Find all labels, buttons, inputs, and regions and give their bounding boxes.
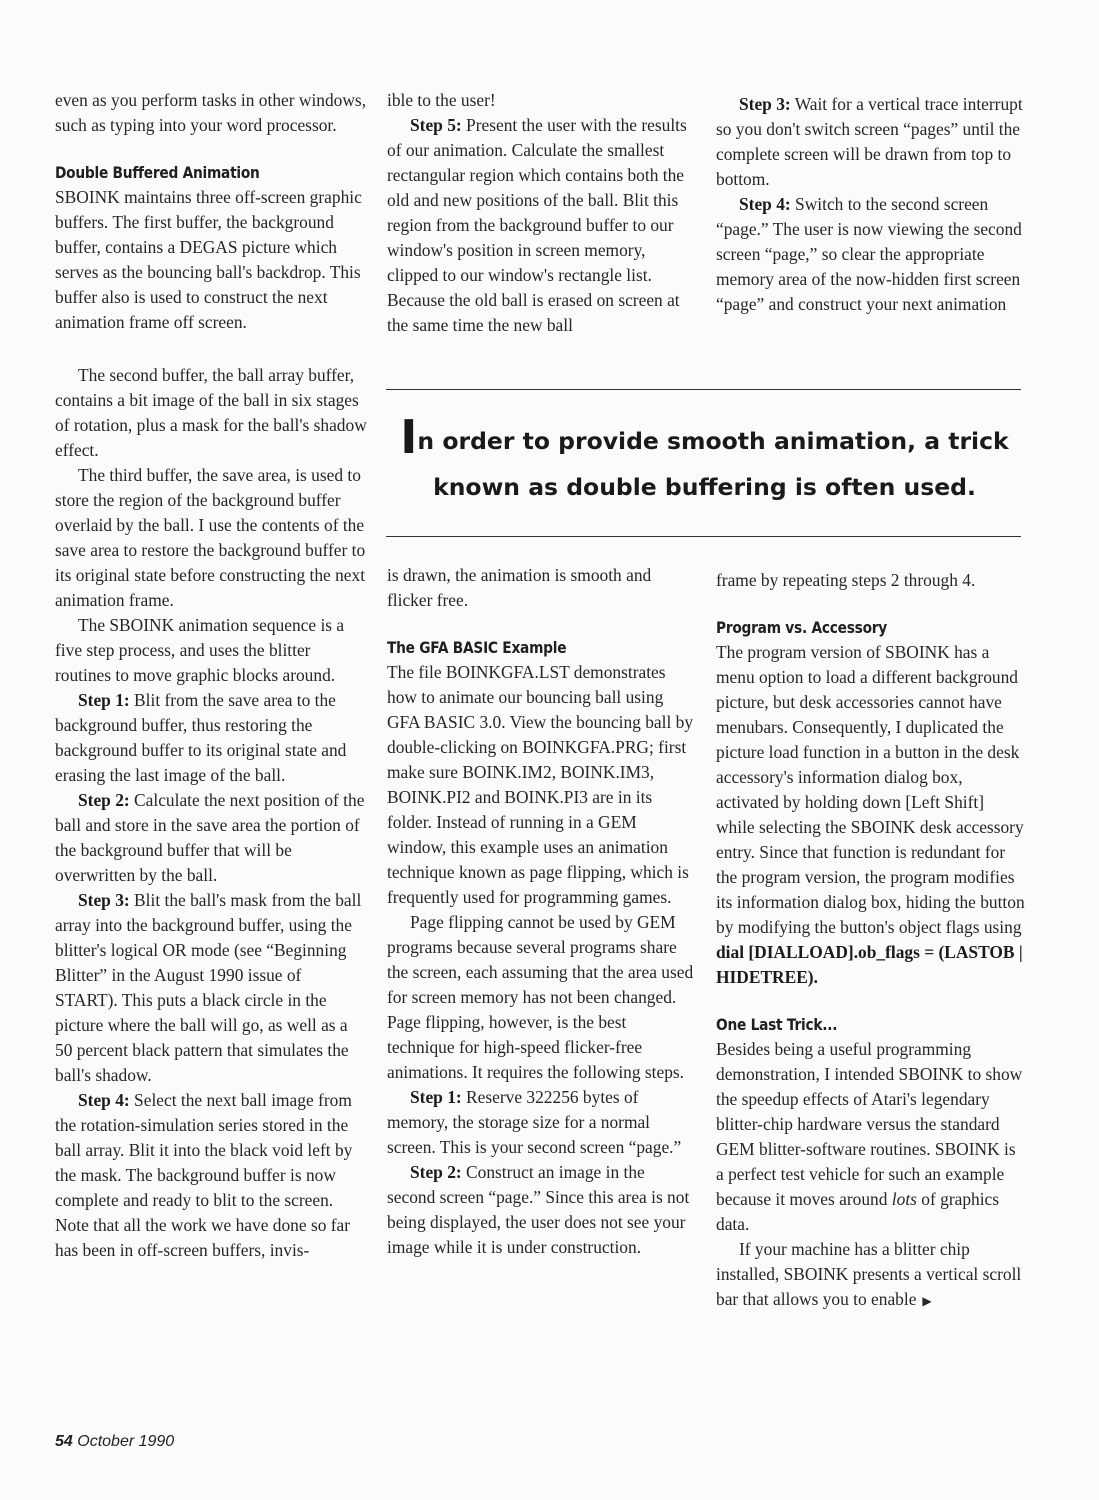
continue-arrow-icon: ▶ <box>922 1294 932 1308</box>
column-2-bottom <box>387 563 695 1260</box>
step-label: Step 4: <box>78 1090 130 1110</box>
step-label: Step 1: <box>78 690 130 710</box>
column-1-bottom <box>55 363 367 1263</box>
paragraph: The SBOINK animation sequence is a five step process, and uses the blitter routines to move graphic blocks around. <box>55 615 345 685</box>
paragraph: even as you perform tasks in other windows, such as typing into your word processor. <box>55 90 367 135</box>
step-text: Wait for a vertical trace interrupt so you don't switch screen “pages” until the complete screen will be drawn from top to bottom. <box>716 94 1023 189</box>
step-paragraph <box>55 788 367 888</box>
paragraph: The program version of SBOINK has a menu option to load a different background picture, but desk accessories cannot have menubars. Consequently, I duplicated the picture load function in a button in the desk accessory's information dialog box, activated by holding down [Left Shift] while selecting the SBOINK desk accessory entry. Since that function is redundant for the program version, the program modifies its information dialog box, hiding the button by modifying the button's object flags using dial [DIALLOAD].ob_flags = (LASTOB | HIDETREE). <box>716 642 1025 987</box>
paragraph: ible to the user! <box>387 90 496 110</box>
issue-date: October 1990 <box>77 1433 175 1450</box>
pull-quote-line-1: In order to provide smooth animation, a trick <box>400 410 1009 464</box>
step-text: Construct an image in the second screen “page.” Since this area is not being displayed, the user does not see your image while it is under construction. <box>387 1162 690 1257</box>
step-paragraph <box>55 688 367 788</box>
paragraph: The file BOINKGFA.LST demonstrates how to animate our bouncing ball using GFA BASIC 3.0. View the bouncing ball by double-clicking on BOINKGFA.PRG; first make sure BOINK.IM2, BOINK.IM3, BOINK.PI2 and BOINK.PI3 are in its folder. Instead of running in a GEM window, this example uses an animation technique known as page flipping, which is frequently used for programming games. <box>387 662 694 907</box>
step-paragraph <box>716 92 1026 192</box>
paragraph: frame by repeating steps 2 through 4. <box>716 570 976 590</box>
paragraph: If your machine has a blitter chip installed, SBOINK presents a vertical scroll bar that allows you to enable ▶ <box>716 1239 1022 1309</box>
emphasis: lots <box>891 1189 917 1209</box>
paragraph: is drawn, the animation is smooth and flicker free. <box>387 565 652 610</box>
paragraph: The third buffer, the save area, is used to store the region of the background buffer overlaid by the ball. I use the contents of the save area to restore the background buffer to its original state before constructing the next animation frame. <box>55 465 366 610</box>
step-paragraph <box>55 1088 367 1263</box>
section-heading-gfa-basic: The GFA BASIC Example <box>387 638 567 657</box>
step-paragraph <box>716 192 1026 317</box>
step-text: Calculate the next position of the ball and store in the save area the portion of the background buffer that will be overwritten by the ball. <box>55 790 365 885</box>
step-label: Step 2: <box>78 790 130 810</box>
pull-quote-initial: I <box>400 410 418 464</box>
pull-quote-line-2: known as double buffering is often used. <box>433 473 976 501</box>
pull-quote <box>388 410 1021 510</box>
step-label: Step 5: <box>410 115 462 135</box>
step-paragraph <box>387 1085 695 1160</box>
pull-quote-top-rule <box>386 389 1021 390</box>
step-text: Blit the ball's mask from the ball array into the background buffer, using the blitter's logical OR mode (see “Beginning Blitter” in the August 1990 issue of START). This puts a black circle in the picture where the ball will go, as well as a 50 percent black pattern that simulates the ball's shadow. <box>55 890 362 1085</box>
step-label: Step 3: <box>739 94 791 114</box>
step-text: Select the next ball image from the rotation-simulation series stored in the ball array. Blit it into the black void left by the mask. The background buffer is now complete and ready to blit to the screen. Note that all the work we have done so far has been in off-screen buffers, invis- <box>55 1090 353 1260</box>
paragraph: The second buffer, the ball array buffer, contains a bit image of the ball in six stages of rotation, plus a mask for the ball's shadow effect. <box>55 365 367 460</box>
paragraph: SBOINK maintains three off-screen graphic buffers. The first buffer, the background buffer, contains a DEGAS picture which serves as the bouncing ball's backdrop. This buffer also is used to construct the next animation frame off screen. <box>55 187 362 332</box>
column-3-top <box>716 92 1026 317</box>
page-footer <box>55 1433 174 1451</box>
column-2-top <box>387 88 695 338</box>
step-text: Blit from the save area to the background buffer, thus restoring the background buffer to its original state and erasing the last image of the ball. <box>55 690 347 785</box>
column-1-top <box>55 88 367 335</box>
section-heading-double-buffered: Double Buffered Animation <box>55 163 260 182</box>
step-label: Step 1: <box>410 1087 462 1107</box>
step-label: Step 3: <box>78 890 130 910</box>
pull-quote-bottom-rule <box>386 536 1021 537</box>
column-3-bottom <box>716 568 1026 1314</box>
step-paragraph <box>387 1160 695 1260</box>
code-snippet: dial [DIALLOAD].ob_flags = (LASTOB | HIDETREE). <box>716 942 1023 987</box>
step-paragraph <box>387 113 695 338</box>
step-text: Present the user with the results of our animation. Calculate the smallest rectangular region which contains both the old and new positions of the ball. Blit this region from the background buffer to our window's position in screen memory, clipped to our window's rectangle list. Because the old ball is erased on screen at the same time the new ball <box>387 115 687 335</box>
paragraph: Besides being a useful programming demonstration, I intended SBOINK to show the speedup effects of Atari's legendary blitter-chip hardware versus the standard GEM blitter-software routines. SBOINK is a perfect test vehicle for such an example because it moves around lots of graphics data. <box>716 1039 1023 1234</box>
step-text: Reserve 322256 bytes of memory, the storage size for a normal screen. This is your second screen “page.” <box>387 1087 682 1157</box>
page-number: 54 <box>55 1433 73 1450</box>
step-paragraph <box>55 888 367 1088</box>
step-label: Step 2: <box>410 1162 462 1182</box>
section-heading-program-vs-accessory: Program vs. Accessory <box>716 618 888 637</box>
step-label: Step 4: <box>739 194 791 214</box>
section-heading-one-last-trick: One Last Trick... <box>716 1015 838 1034</box>
paragraph: Page flipping cannot be used by GEM programs because several programs share the screen, each assuming that the area used for screen memory has not been changed. Page flipping, however, is the best technique for high-speed flicker-free animations. It requires the following steps. <box>387 912 694 1082</box>
step-text: Switch to the second screen “page.” The user is now viewing the second screen “page,” so clear the appropriate memory area of the now-hidden first screen “page” and construct your next animation <box>716 194 1022 314</box>
